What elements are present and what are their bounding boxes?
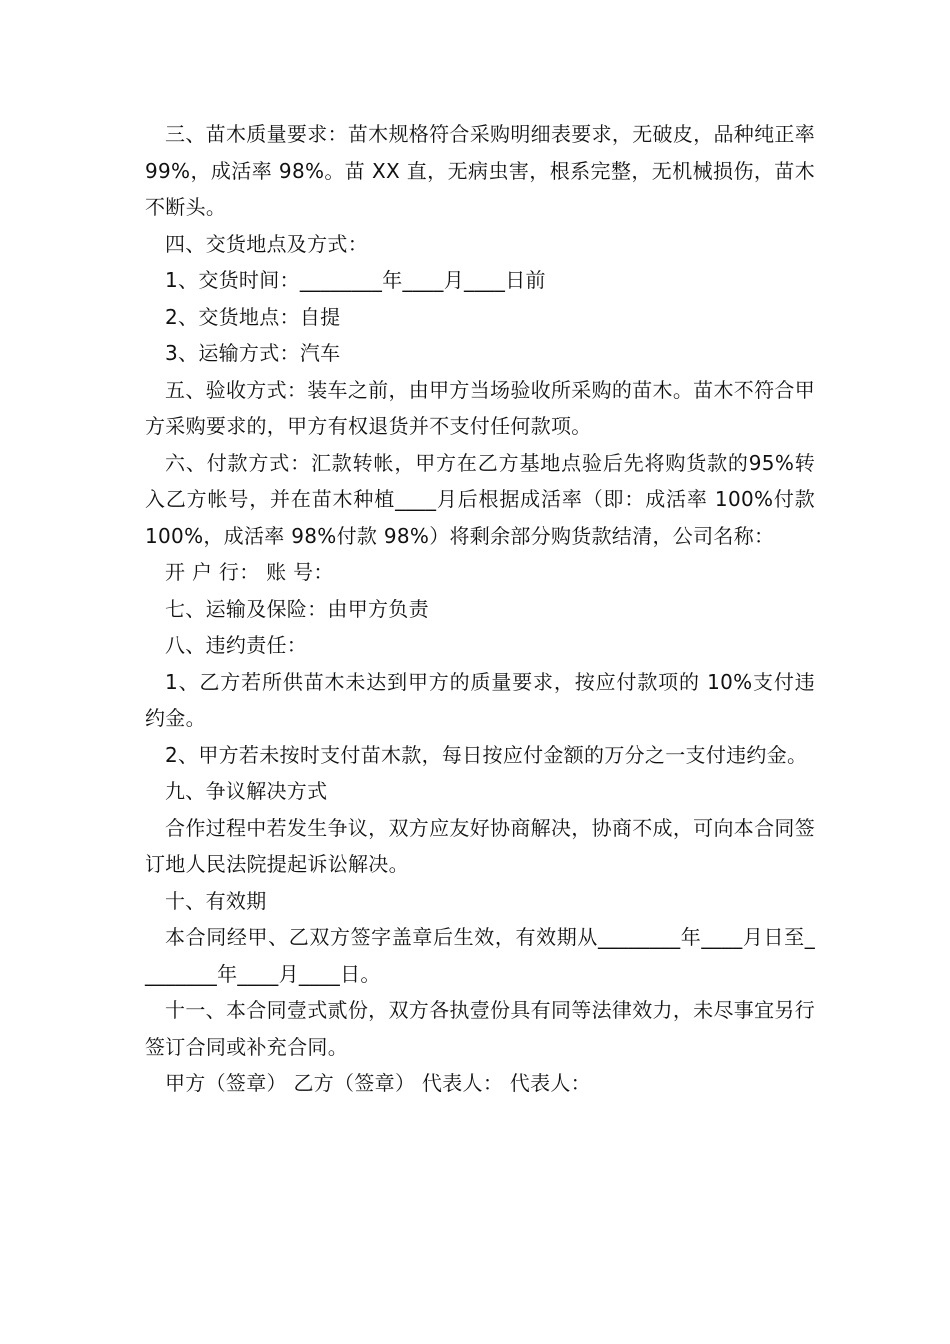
delivery-heading: 四、交货地点及方式：	[165, 231, 368, 256]
contract-body	[145, 116, 815, 1102]
breach-clause-1: 1、乙方若所供苗木未达到甲方的质量要求，按应付款项的 10%支付违约金。	[145, 669, 815, 730]
acceptance-paragraph: 五、验收方式：装车之前，由甲方当场验收所采购的苗木。苗木不符合甲方采购要求的，甲方有权退货并不支付任何款项。	[145, 377, 815, 438]
dispute-heading: 九、争议解决方式	[165, 779, 328, 803]
delivery-time-line: 1、交货时间：________年____月____日前	[165, 268, 546, 292]
validity-paragraph: 本合同经甲、乙双方签字盖章后生效，有效期从________年____月日至________年____月____日。	[145, 925, 815, 986]
breach-heading: 八、违约责任：	[165, 633, 308, 657]
signature-line: 甲方（签章） 乙方（签章） 代表人： 代表人：	[165, 1071, 591, 1095]
dispute-paragraph: 合作过程中若发生争议，双方应友好协商解决，协商不成，可向本合同签订地人民法院提起诉讼解决。	[145, 815, 815, 876]
payment-paragraph: 六、付款方式：汇款转帐，甲方在乙方基地点验后先将购货款的95%转入乙方帐号，并在苗木种植____月后根据成活率（即：成活率 100%付款 100%，成活率 98%付款 98%）将剩余部分购货款结清，公司名称：	[145, 450, 815, 548]
bank-account-line: 开 户 行： 账 号：	[165, 560, 334, 584]
copies-paragraph: 十一、本合同壹式贰份，双方各执壹份具有同等法律效力，未尽事宜另行签订合同或补充合同。	[145, 998, 815, 1059]
transport-method-line: 3、运输方式：汽车	[165, 341, 341, 365]
validity-heading: 十、有效期	[165, 888, 267, 913]
breach-clause-2: 2、甲方若未按时支付苗木款，每日按应付金额的万分之一支付违约金。	[165, 742, 808, 767]
transport-insurance-line: 七、运输及保险：由甲方负责	[165, 596, 429, 621]
quality-requirements-paragraph: 三、苗木质量要求：苗木规格符合采购明细表要求，无破皮，品种纯正率 99%，成活率 98%。苗 XX 直，无病虫害，根系完整，无机械损伤，苗木不断头。	[145, 122, 815, 219]
delivery-place-line: 2、交货地点：自提	[165, 304, 341, 329]
